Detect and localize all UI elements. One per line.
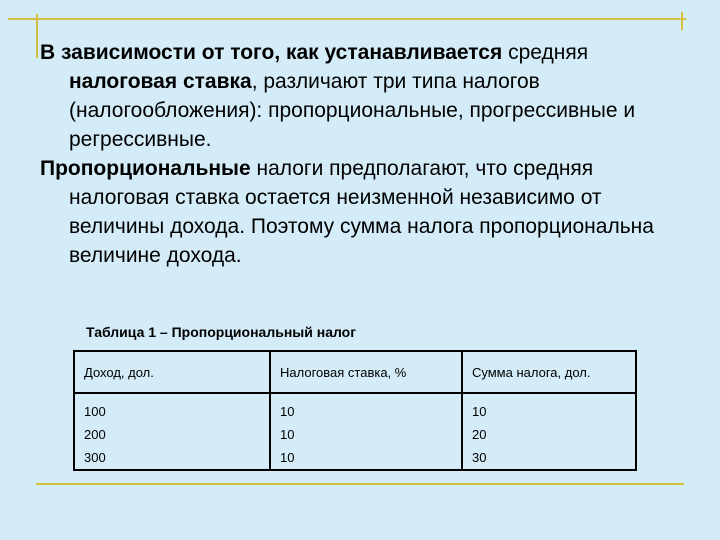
left-accent-line [36, 14, 38, 58]
paragraph-tax-types [40, 38, 690, 154]
tax-rate-value: 10 [280, 404, 295, 419]
proportional-tax-table [73, 350, 637, 471]
header-tax-amount: Сумма налога, дол. [462, 351, 636, 393]
header-tax-rate: Налоговая ставка, % [270, 351, 462, 393]
tax-rate-value: 10 [280, 427, 295, 442]
tax-amount-value: 30 [472, 450, 487, 465]
tax-amount-cell [462, 393, 636, 470]
tax-amount-value: 10 [472, 404, 487, 419]
income-cell [74, 393, 270, 470]
tax-rate-cell [270, 393, 462, 470]
tax-rate-value: 10 [280, 450, 295, 465]
paragraph1-bold-1: В зависимости от того, как устанавливается [40, 41, 503, 64]
table-caption: Таблица 1 – Пропорциональный налог [86, 324, 357, 340]
income-value: 100 [84, 404, 106, 419]
paragraph1-text-1: средняя [502, 41, 589, 64]
table-row [74, 393, 636, 470]
paragraph1-text-2: , различают три типа налогов (налогообложения): пропорциональные, прогрессивные и регрессивные. [69, 70, 636, 151]
income-value: 300 [84, 450, 106, 465]
paragraph2-bold-1: Пропорциональные [40, 157, 251, 180]
paragraph-proportional [40, 154, 690, 270]
paragraph1-bold-2: налоговая ставка [69, 70, 252, 93]
tax-amount-value: 20 [472, 427, 487, 442]
table-header-row [74, 351, 636, 393]
bottom-divider [36, 483, 684, 485]
top-divider [8, 18, 686, 20]
paragraph2-text-1: налоги предполагают, что средняя налоговая ставка остается неизменной независимо от величины дохода. Поэтому сумма налога пропорциональна величине дохода. [69, 157, 654, 267]
slide-body [40, 38, 690, 270]
top-right-tick [681, 12, 683, 30]
header-income: Доход, дол. [74, 351, 270, 393]
income-value: 200 [84, 427, 106, 442]
